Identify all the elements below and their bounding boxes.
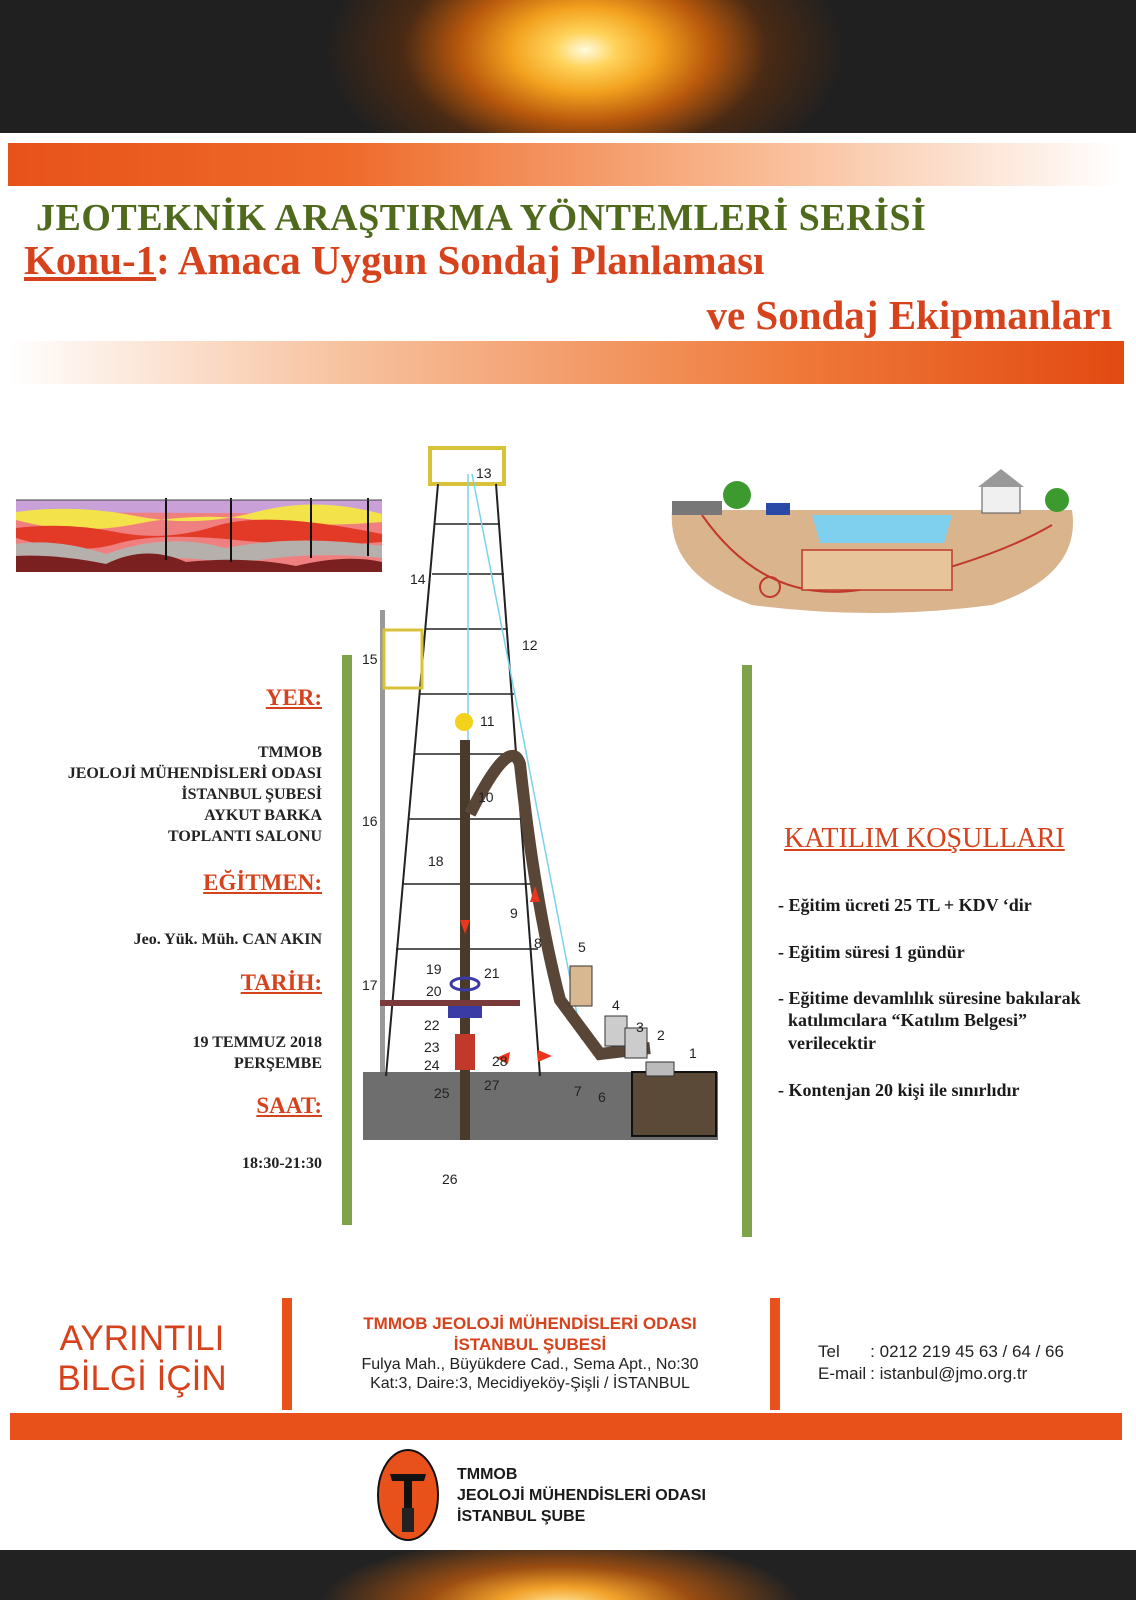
green-bar-right xyxy=(742,665,752,1237)
bottom-banner-image xyxy=(0,1550,1136,1600)
rig-label-5: 5 xyxy=(578,939,586,955)
place-line: TMMOB xyxy=(258,744,322,761)
date-heading: TARİH: xyxy=(240,970,322,995)
rig-label-7: 7 xyxy=(574,1083,582,1099)
orange-band-bottom xyxy=(8,341,1124,384)
rig-label-13: 13 xyxy=(476,465,492,481)
orange-band-top xyxy=(8,143,1120,186)
condition-attendance-cont: katılımcılara “Katılım Belgesi” xyxy=(788,1010,1027,1030)
date-info xyxy=(193,1032,322,1074)
rig-label-1: 1 xyxy=(689,1045,697,1061)
place-info xyxy=(68,742,322,847)
rig-label-22: 22 xyxy=(424,1017,440,1033)
condition-capacity: - Kontenjan 20 kişi ile sınırlıdır xyxy=(778,1080,1020,1100)
instructor-name: Jeo. Yük. Müh. CAN AKIN xyxy=(133,931,322,948)
rig-label-12: 12 xyxy=(522,637,538,653)
series-title: JEOTEKNİK ARAŞTIRMA YÖNTEMLERİ SERİSİ xyxy=(36,197,927,239)
logo-line: TMMOB xyxy=(457,1466,518,1483)
rig-label-20: 20 xyxy=(426,983,442,999)
place-heading: YER: xyxy=(265,685,322,710)
rig-label-8: 8 xyxy=(534,935,542,951)
logo-line: İSTANBUL ŞUBE xyxy=(457,1508,586,1525)
org-name: TMMOB JEOLOJİ MÜHENDİSLERİ ODASI xyxy=(363,1314,697,1333)
orange-strip xyxy=(10,1413,1122,1440)
address-line: Kat:3, Daire:3, Mecidiyeköy-Şişli / İSTANBUL xyxy=(370,1375,690,1392)
geological-section-image xyxy=(16,492,386,584)
condition-attendance: - Eğitime devamlılık süresine bakılarak xyxy=(778,988,1081,1008)
place-line: JEOLOJİ MÜHENDİSLERİ ODASI xyxy=(67,765,322,782)
rig-label-4: 4 xyxy=(612,997,620,1013)
tel-value[interactable]: : 0212 219 45 63 / 64 / 66 xyxy=(870,1342,1064,1361)
logo-text xyxy=(457,1464,706,1527)
condition-fee: - Eğitim ücreti 25 TL + KDV ‘dir xyxy=(778,895,1032,915)
weekday-line: PERŞEMBE xyxy=(233,1055,322,1072)
place-line: İSTANBUL ŞUBESİ xyxy=(181,786,322,803)
rig-label-24: 24 xyxy=(424,1057,440,1073)
green-bar-left xyxy=(342,655,352,1225)
rig-label-2: 2 xyxy=(657,1027,665,1043)
time-info: 18:30-21:30 xyxy=(242,1155,322,1172)
more-info-line: BİLGİ İÇİN xyxy=(57,1359,227,1398)
topic-title-line1 xyxy=(24,236,764,284)
rig-label-6: 6 xyxy=(598,1089,606,1105)
rig-label-27: 27 xyxy=(484,1077,500,1093)
email-label: E-mail xyxy=(818,1364,867,1383)
rig-label-21: 21 xyxy=(484,965,500,981)
logo-line: JEOLOJİ MÜHENDİSLERİ ODASI xyxy=(457,1487,706,1504)
more-info-line: AYRINTILI xyxy=(59,1319,225,1358)
condition-attendance-cont2: verilecektir xyxy=(788,1033,876,1053)
divider-right xyxy=(770,1298,780,1410)
rig-label-3: 3 xyxy=(636,1019,644,1035)
condition-duration: - Eğitim süresi 1 gündür xyxy=(778,942,965,962)
rig-label-16: 16 xyxy=(362,813,378,829)
drilling-rig-diagram xyxy=(360,444,726,1196)
rig-label-28: 28 xyxy=(492,1053,508,1069)
rig-label-19: 19 xyxy=(426,961,442,977)
org-branch: İSTANBUL ŞUBESİ xyxy=(453,1335,607,1354)
rig-label-17: 17 xyxy=(362,977,378,993)
topic-title-line2: ve Sondaj Ekipmanları xyxy=(706,292,1112,338)
rig-label-25: 25 xyxy=(434,1085,450,1101)
topic-prefix: Konu-1 xyxy=(24,237,157,283)
place-line: AYKUT BARKA xyxy=(204,807,322,824)
rig-label-18: 18 xyxy=(428,853,444,869)
rig-label-11: 11 xyxy=(480,713,495,729)
tel-label: Tel xyxy=(818,1342,840,1361)
more-info-heading xyxy=(22,1319,262,1399)
place-line: TOPLANTI SALONU xyxy=(168,828,322,845)
divider-left xyxy=(282,1298,292,1410)
rig-label-26: 26 xyxy=(442,1171,458,1187)
rig-label-23: 23 xyxy=(424,1039,440,1055)
rig-label-9: 9 xyxy=(510,905,518,921)
rig-label-15: 15 xyxy=(362,651,378,667)
email-value[interactable]: : istanbul@jmo.org.tr xyxy=(870,1364,1028,1383)
address-line: Fulya Mah., Büyükdere Cad., Sema Apt., No:30 xyxy=(361,1356,699,1373)
date-line: 19 TEMMUZ 2018 xyxy=(192,1034,322,1051)
instructor-heading: EĞİTMEN: xyxy=(203,870,322,895)
rig-label-14: 14 xyxy=(410,571,426,587)
organization-address xyxy=(300,1313,760,1393)
top-banner-image xyxy=(0,0,1136,133)
jmo-logo-icon xyxy=(376,1448,440,1542)
rig-label-10: 10 xyxy=(478,789,494,805)
time-heading: SAAT: xyxy=(256,1093,322,1118)
topic-title-text: : Amaca Uygun Sondaj Planlaması xyxy=(156,237,765,283)
contact-details xyxy=(818,1341,1068,1385)
conditions-title: KATILIM KOŞULLARI xyxy=(784,823,1065,854)
